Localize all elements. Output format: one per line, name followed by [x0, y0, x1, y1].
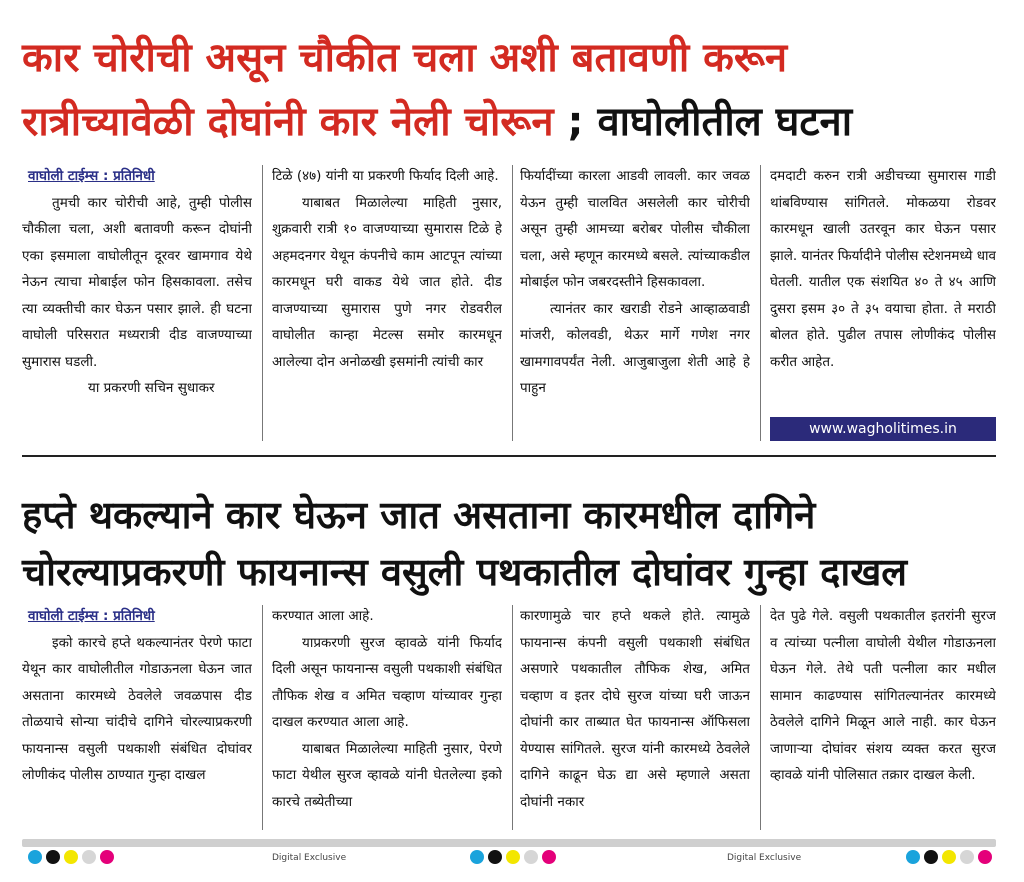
digital-exclusive-label: Digital Exclusive — [727, 853, 802, 863]
column-divider — [262, 165, 263, 441]
story2-column-4 — [770, 603, 996, 831]
story2-headline-line1: हप्ते थकल्याने कार घेऊन जात असताना कारमधील दागिने — [22, 493, 816, 537]
color-registration-marks — [906, 850, 992, 866]
registration-dot — [100, 850, 114, 864]
registration-dot — [924, 850, 938, 864]
registration-dot — [28, 850, 42, 864]
story2-byline: वाघोली टाईम्स : प्रतिनिधी — [28, 608, 155, 624]
story1-column-1 — [22, 163, 252, 443]
story2-col2-para1: करण्यात आला आहे. — [272, 608, 374, 624]
column-divider — [512, 605, 513, 830]
color-registration-marks — [28, 850, 114, 866]
story1-headline-main: रात्रीच्यावेळी दोघांनी कार नेली चोरून — [22, 99, 554, 145]
story1-byline: वाघोली टाईम्स : प्रतिनिधी — [28, 168, 155, 184]
registration-dot — [942, 850, 956, 864]
story1-column-3 — [520, 163, 750, 443]
story1-col1-para1: तुमची कार चोरीची आहे, तुम्ही पोलीस चौकीला चला, अशी बतावणी करून दोघांनी एका इसमाला वाघोलीतून दूरवर खामगाव येथे नेऊन त्याचा मोबाईल फोन हिसकावला. तसेच त्या व्यक्तीची कार घेऊन पसार झाले. ही घटना वाघोली परिसरात मध्यरात्री दीड वाजण्याच्या सुमारास घडली. — [22, 194, 252, 370]
registration-dot — [82, 850, 96, 864]
story1-col4-para1: दमदाटी करुन रात्री अडीचच्या सुमारास गाडी थांबविण्यास सांगितले. मोकळया रोडवर कारमधून खाली उतरवून कार घेऊन पसार झाले. यानंतर फिर्यादीने पोलीस स्टेशनमध्ये धाव घेतली. यातील एक संशयित ४० ते ४५ आणि दुसरा इसम ३० ते ३५ वयाचा होता. ते मराठी बोलत होते. पुढील तपास लोणीकंद पोलीस करीत आहेत. — [770, 168, 996, 370]
registration-dot — [978, 850, 992, 864]
story1-column-4 — [770, 163, 996, 415]
story1-column-2 — [272, 163, 502, 443]
story1-headline-line2 — [22, 92, 852, 147]
registration-dot — [488, 850, 502, 864]
website-banner: www.wagholitimes.in — [770, 417, 996, 441]
footer-bar — [22, 839, 996, 847]
story1-col3-para2: त्यानंतर कार खराडी रोडने आव्हाळवाडी मांजरी, कोलवडी, थेऊर मार्गे गणेश नगर खामगावपर्यंत नेली. आजुबाजुला शेती आहे हे पाहुन — [520, 300, 750, 396]
story1-col2-para1: टिळे (४७) यांनी या प्रकरणी फिर्याद दिली आहे. — [272, 168, 499, 184]
story1-headline-line1: कार चोरीची असून चौकीत चला अशी बतावणी करून — [22, 35, 788, 81]
story2-col1-para1: इको कारचे हप्ते थकल्यानंतर पेरणे फाटा येथून कार वाघोलीतील गोडाऊनला घेऊन जात असताना कारमध्ये ठेवलेले जवळपास दीड तोळयाचे सोन्या चांदीचे दागिने चोरल्याप्रकरणी फायनान्स वसुली पथकाशी संबंधित दोघांवर लोणीकंद पोलीस ठाण्यात गुन्हा दाखल — [22, 634, 252, 783]
story1-col3-para1: फिर्यादींच्या कारला आडवी लावली. कार जवळ येऊन तुम्ही चालवित असलेली कार चोरीची असून तुम्ही आमच्या बरोबर पोलीस चौकीला चला, असे म्हणून कारमध्ये बसले. त्यांच्याकडील मोबाईल फोन जबरदस्तीने हिसकावला. — [520, 168, 750, 290]
registration-dot — [906, 850, 920, 864]
story2-headline-line2: चोरल्याप्रकरणी फायनान्स वसुली पथकातील दोघांवर गुन्हा दाखल — [22, 550, 908, 594]
column-divider — [760, 165, 761, 441]
registration-dot — [542, 850, 556, 864]
story1-col2-para2: याबाबत मिळालेल्या माहिती नुसार, शुक्रवारी रात्री १० वाजण्याच्या सुमारास टिळे हे अहमदनगर येथून कंपनीचे काम आटपून त्यांच्या कारमधून घरी वाकड येथे जात होते. दीड वाजण्याच्या सुमारास पुणे नगर रोडवरील वाघोलीत कान्हा मेटल्स समोर कारमधून आलेल्या दोन अनोळखी इसमांनी त्यांची कार — [272, 194, 502, 370]
registration-dot — [64, 850, 78, 864]
story2-column-3 — [520, 603, 750, 831]
story2-col3-para1: कारणामुळे चार हप्ते थकले होते. त्यामुळे फायनान्स कंपनी वसुली पथकाशी संबंधित असणारे पथकातील तौफिक शेख, अमित चव्हाण व इतर दोघे सुरज यांच्या घरी जाऊन दोघांनी कार ताब्यात घेत फायनान्स ऑफिसला येण्यास सांगितले. सुरज यांनी कारमध्ये ठेवलेले दागिने काढून घेऊ द्या असे म्हणाले असता दोघांनी नकार — [520, 608, 750, 810]
column-divider — [760, 605, 761, 830]
registration-dot — [524, 850, 538, 864]
color-registration-marks — [470, 850, 556, 866]
story2-column-2 — [272, 603, 502, 831]
story1-headline-tail: ; वाघोलीतील घटना — [553, 99, 853, 145]
registration-dot — [470, 850, 484, 864]
story2-column-1 — [22, 603, 252, 831]
story-separator — [22, 455, 996, 457]
column-divider — [262, 605, 263, 830]
story1-col1-para2: या प्रकरणी सचिन सुधाकर — [88, 380, 215, 396]
registration-dot — [506, 850, 520, 864]
registration-dot — [46, 850, 60, 864]
story2-col2-para3: याबाबत मिळालेल्या माहिती नुसार, पेरणे फाटा येथील सुरज व्हावळे यांनी घेतलेल्या इको कारचे तब्येतीच्या — [272, 740, 502, 810]
column-divider — [512, 165, 513, 441]
story2-col4-para1: देत पुढे गेले. वसुली पथकातील इतरांनी सुरज व त्यांच्या पत्नीला वाघोली येथील गोडाऊनला घेऊन गेले. तेथे पती पत्नीला कार मधील सामान काढण्यास सांगितल्यानंतर कारमध्ये ठेवलेले दागिने मिळून आले नाही. कार घेऊन जाणाऱ्या दोघांवर संशय व्यक्त करत सुरज व्हावळे यांनी पोलिसात तक्रार दाखल केली. — [770, 608, 996, 783]
registration-dot — [960, 850, 974, 864]
digital-exclusive-label: Digital Exclusive — [272, 853, 347, 863]
story2-col2-para2: याप्रकरणी सुरज व्हावळे यांनी फिर्याद दिली असून फायनान्स वसुली पथकाशी संबंधित तौफिक शेख व अमित चव्हाण यांच्यावर गुन्हा दाखल करण्यात आला आहे. — [272, 634, 502, 730]
